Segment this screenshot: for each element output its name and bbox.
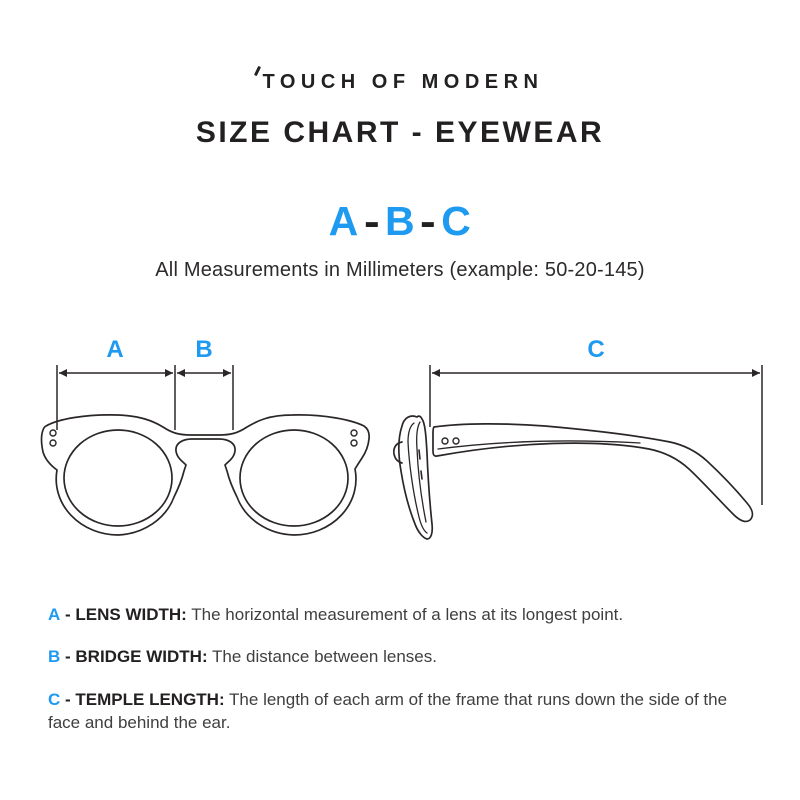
lens-left-inner-rim <box>64 430 172 526</box>
definition-description: The horizontal measurement of a lens at its longest point. <box>191 605 624 624</box>
measurement-formula <box>0 198 800 245</box>
page-title: SIZE CHART - EYEWEAR <box>195 116 605 149</box>
formula-letter-a: A <box>328 198 359 244</box>
temple-arm-outline <box>433 424 752 521</box>
rivet-icon <box>351 440 357 446</box>
rivet-icon <box>50 440 56 446</box>
eyewear-diagram <box>0 330 800 600</box>
rivet-icon <box>351 430 357 436</box>
glasses-side-view <box>394 416 753 539</box>
definition-lens-width <box>48 603 760 626</box>
front-frame-outline <box>42 415 370 535</box>
side-rivets <box>442 438 459 444</box>
eyewear-diagram-svg <box>0 330 800 600</box>
rivet-icon <box>453 438 459 444</box>
brand-logo <box>0 66 800 94</box>
brand-tick-icon <box>254 66 261 76</box>
brand-logo-text: TOUCH OF MODERN <box>262 71 544 93</box>
definition-bridge-width <box>48 645 760 668</box>
definition-letter: C <box>48 689 61 709</box>
definition-description: The length of each arm of the frame that runs down the side of the face and behind the ear. <box>48 689 728 733</box>
definition-temple-length <box>48 688 760 735</box>
definition-term: - LENS WIDTH: <box>65 605 187 624</box>
side-frame-front <box>399 416 432 539</box>
definition-term: - BRIDGE WIDTH: <box>65 647 208 667</box>
lens-right-inner-rim <box>240 430 348 526</box>
formula-letter-b: B <box>384 198 416 244</box>
rivet-icon <box>442 438 448 444</box>
glasses-front-view <box>42 415 370 535</box>
definitions-list <box>48 603 760 754</box>
side-nose-pad <box>394 442 402 463</box>
formula-dash: - <box>363 198 380 244</box>
measurement-guides <box>57 365 762 505</box>
definition-description: The distance between lenses. <box>212 647 437 667</box>
formula-letter-c: C <box>441 198 472 244</box>
definition-letter: A <box>48 605 61 624</box>
measure-label-c: C <box>587 336 605 363</box>
definition-term: - TEMPLE LENGTH: <box>65 689 225 709</box>
side-lens-edge-line <box>408 423 427 533</box>
measurement-note: All Measurements in Millimeters (example: 50-20-145) <box>155 259 645 281</box>
measure-label-a: A <box>106 336 124 363</box>
formula-dash: - <box>419 198 437 244</box>
definition-letter: B <box>48 647 61 667</box>
measure-label-b: B <box>195 336 213 363</box>
rivet-icon <box>50 430 56 436</box>
